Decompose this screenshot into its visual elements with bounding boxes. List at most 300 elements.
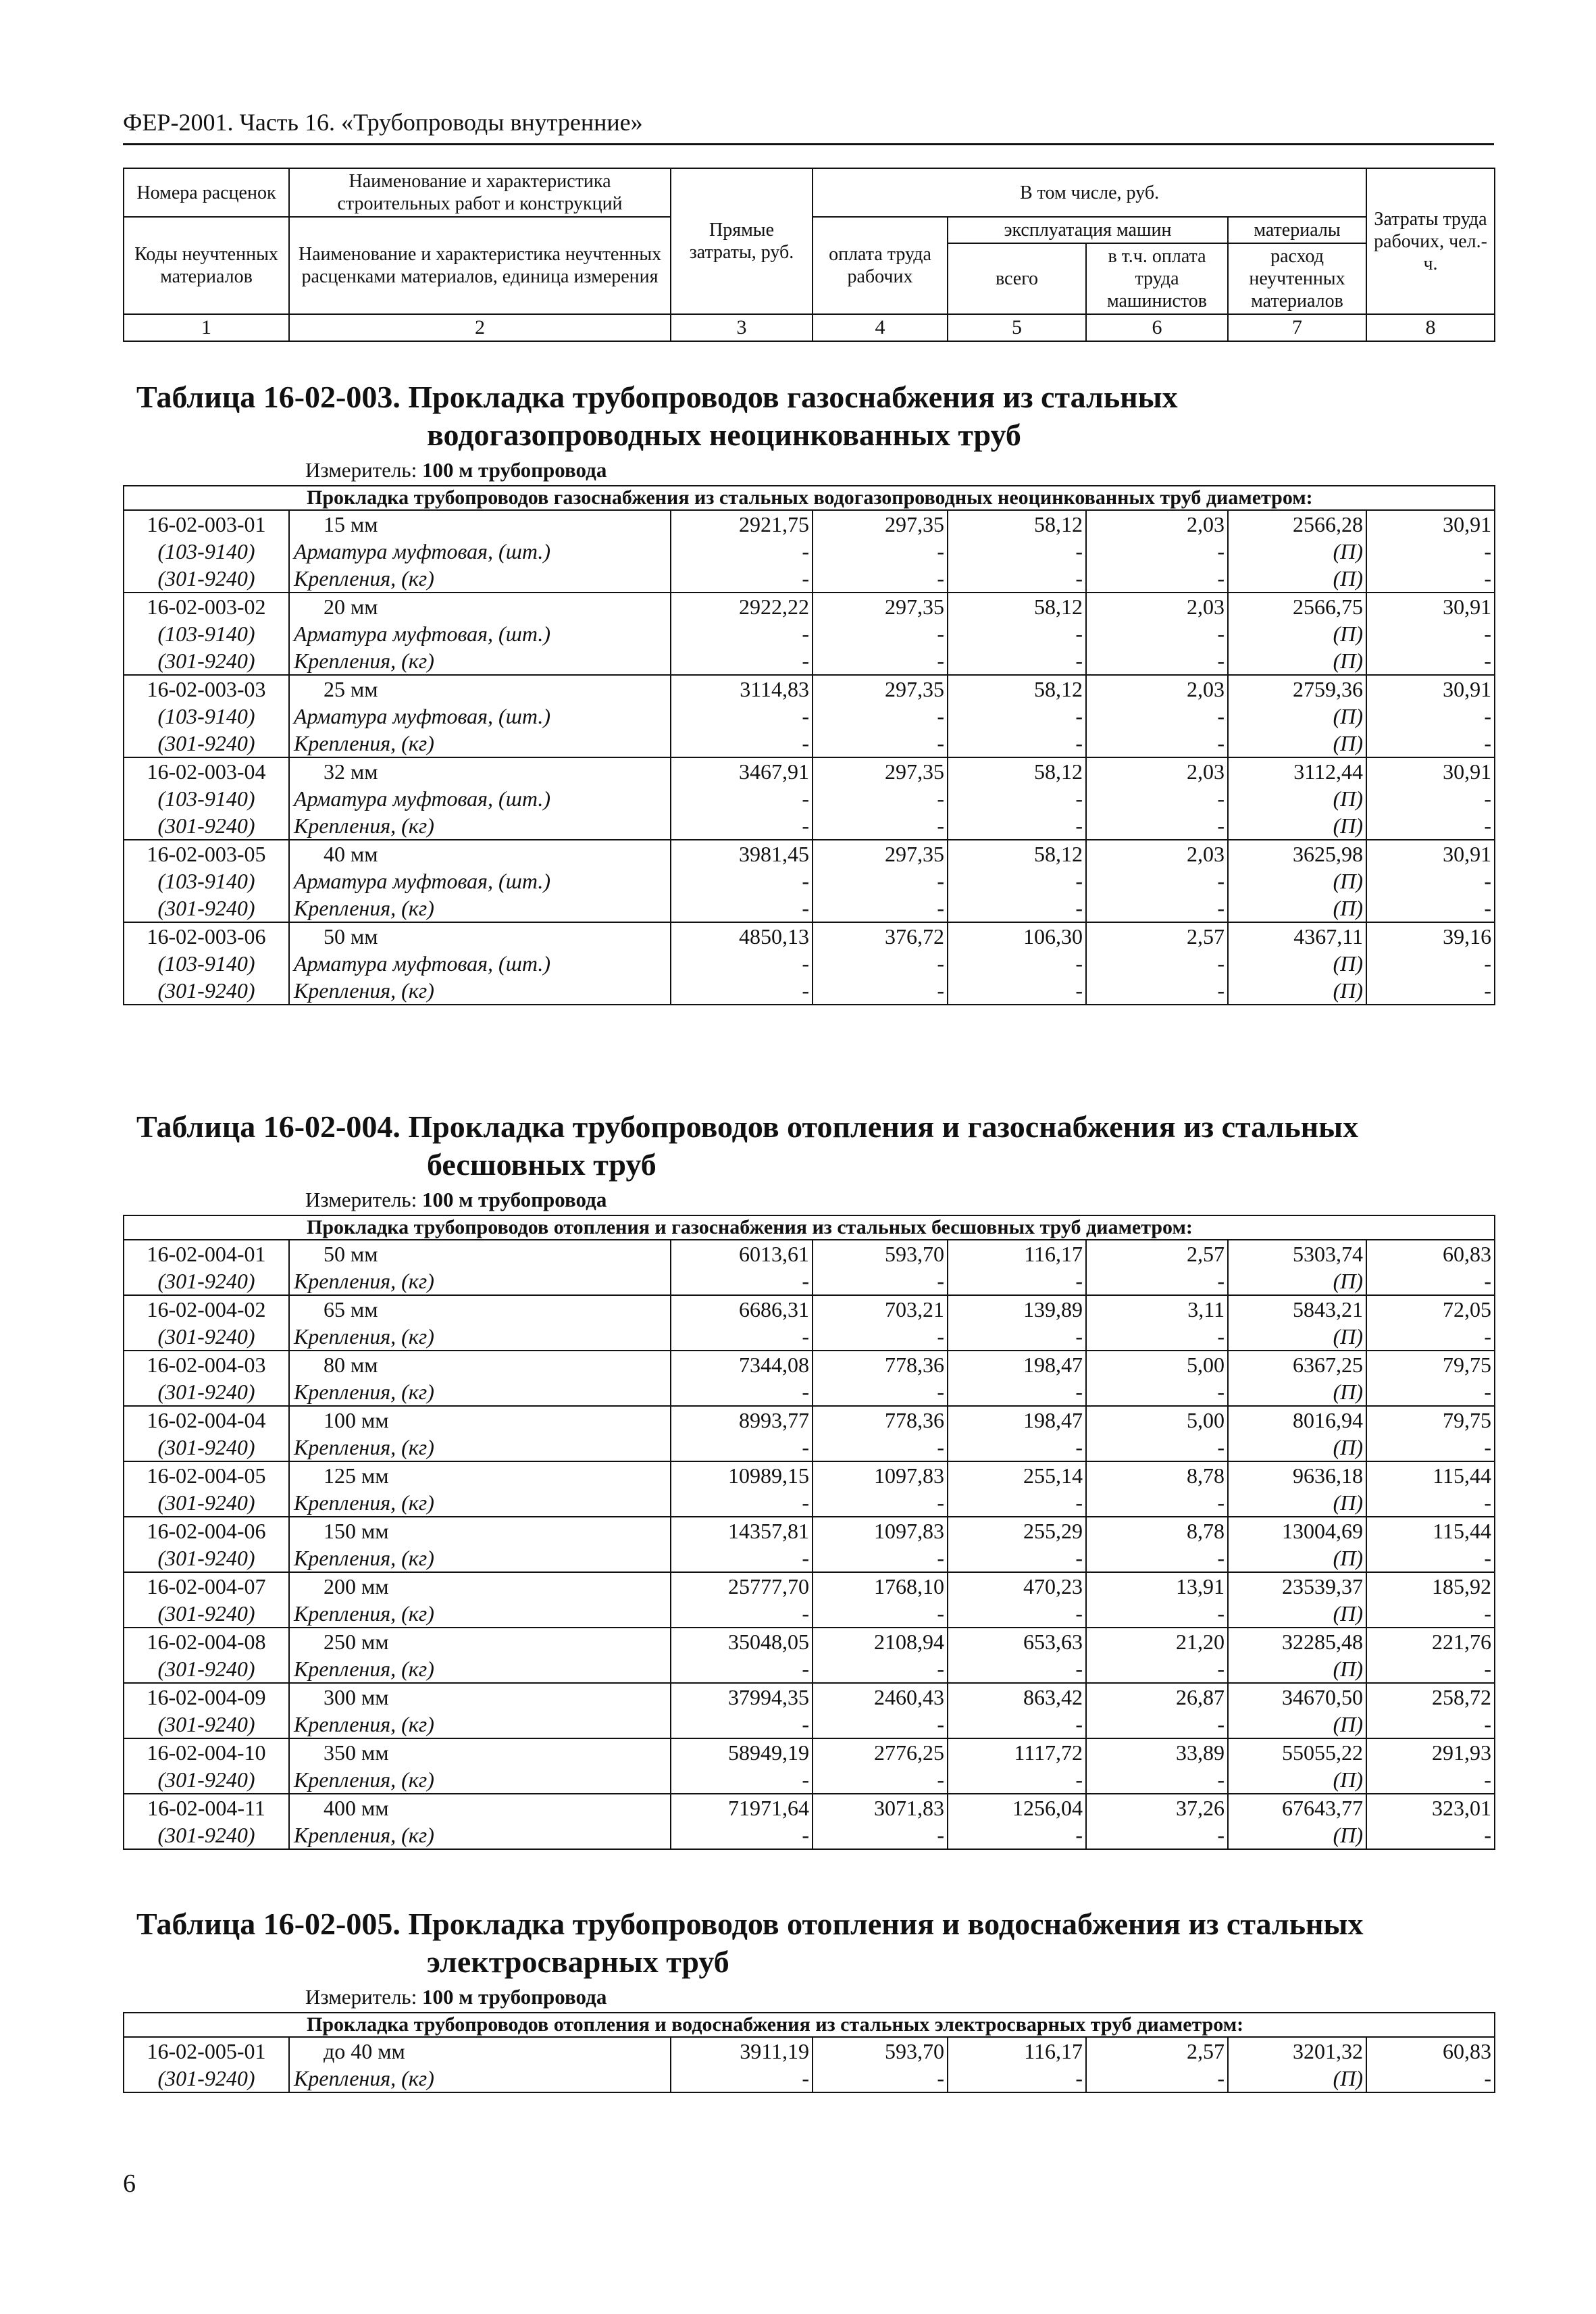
- rate-labor: 115,44: [1366, 1461, 1495, 1489]
- material-name: Крепления, (кг): [289, 1766, 671, 1794]
- dash-cell: -: [671, 2065, 813, 2092]
- rate-row: [124, 510, 1495, 538]
- rate-mach: 116,17: [948, 2037, 1086, 2065]
- dash-cell: -: [813, 1600, 948, 1628]
- material-name: Арматура муфтовая, (шт.): [289, 950, 671, 977]
- dash-cell: -: [813, 1378, 948, 1406]
- subtitle-row: [124, 1215, 1495, 1240]
- rate-labor: 79,75: [1366, 1406, 1495, 1434]
- dash-cell: -: [671, 620, 813, 647]
- dash-cell: -: [948, 1544, 1086, 1572]
- rate-name: 300 мм: [289, 1683, 671, 1711]
- material-code: (103-9140): [124, 785, 289, 812]
- rate-wages: 1097,83: [813, 1517, 948, 1544]
- dash-cell: -: [1366, 1323, 1495, 1351]
- material-code: (301-9240): [124, 1267, 289, 1295]
- material-marker: (П): [1228, 1821, 1366, 1849]
- rate-mach: 653,63: [948, 1628, 1086, 1655]
- rate-labor: 30,91: [1366, 840, 1495, 867]
- material-name: Крепления, (кг): [289, 1711, 671, 1738]
- rate-code: 16-02-003-03: [124, 675, 289, 703]
- dash-cell: -: [813, 812, 948, 840]
- rate-code: 16-02-004-03: [124, 1351, 289, 1378]
- rate-name: 50 мм: [289, 1240, 671, 1267]
- material-marker: (П): [1228, 1378, 1366, 1406]
- material-code: (103-9140): [124, 620, 289, 647]
- dash-cell: -: [948, 1766, 1086, 1794]
- dash-cell: -: [1086, 1434, 1228, 1461]
- rate-direct: 3467,91: [671, 757, 813, 785]
- rate-direct: 25777,70: [671, 1572, 813, 1600]
- rate-mach: 58,12: [948, 593, 1086, 620]
- material-marker: (П): [1228, 1655, 1366, 1683]
- material-row: [124, 1711, 1495, 1738]
- measure-line: [305, 1985, 1494, 2009]
- rate-wages: 297,35: [813, 593, 948, 620]
- dash-cell: -: [813, 1821, 948, 1849]
- dash-cell: -: [1086, 1766, 1228, 1794]
- rate-wages: 703,21: [813, 1295, 948, 1323]
- rate-row: [124, 840, 1495, 867]
- material-row: [124, 1489, 1495, 1517]
- col5-header: всего: [948, 243, 1086, 314]
- rate-direct: 71971,64: [671, 1794, 813, 1821]
- rate-name: 200 мм: [289, 1572, 671, 1600]
- rate-row: [124, 593, 1495, 620]
- dash-cell: -: [671, 812, 813, 840]
- rate-mach_w: 8,78: [1086, 1461, 1228, 1489]
- dash-cell: -: [1086, 1323, 1228, 1351]
- rate-mat: 34670,50: [1228, 1683, 1366, 1711]
- dash-cell: -: [948, 730, 1086, 757]
- dash-cell: -: [948, 1711, 1086, 1738]
- material-marker: (П): [1228, 977, 1366, 1005]
- material-row: [124, 1378, 1495, 1406]
- material-code: (301-9240): [124, 977, 289, 1005]
- material-marker: (П): [1228, 812, 1366, 840]
- table-subtitle: Прокладка трубопроводов отопления и газоснабжения из стальных бесшовных труб диаметром:: [124, 1215, 1495, 1240]
- rate-wages: 1768,10: [813, 1572, 948, 1600]
- rate-labor: 30,91: [1366, 675, 1495, 703]
- rate-name: 50 мм: [289, 922, 671, 950]
- dash-cell: -: [671, 1821, 813, 1849]
- material-name: Крепления, (кг): [289, 647, 671, 675]
- material-name: Крепления, (кг): [289, 1655, 671, 1683]
- dash-cell: -: [813, 565, 948, 593]
- rate-mach: 139,89: [948, 1295, 1086, 1323]
- rate-wages: 297,35: [813, 840, 948, 867]
- rate-mach_w: 8,78: [1086, 1517, 1228, 1544]
- rate-mat: 5303,74: [1228, 1240, 1366, 1267]
- rate-direct: 3981,45: [671, 840, 813, 867]
- rate-code: 16-02-004-01: [124, 1240, 289, 1267]
- dash-cell: -: [1086, 1544, 1228, 1572]
- rate-mat: 67643,77: [1228, 1794, 1366, 1821]
- dash-cell: -: [1086, 1378, 1228, 1406]
- rate-name: 150 мм: [289, 1517, 671, 1544]
- rate-wages: 297,35: [813, 757, 948, 785]
- material-row: [124, 1267, 1495, 1295]
- rate-row: [124, 675, 1495, 703]
- rate-mach_w: 2,57: [1086, 922, 1228, 950]
- rate-mach: 1117,72: [948, 1738, 1086, 1766]
- rate-wages: 1097,83: [813, 1461, 948, 1489]
- dash-cell: -: [1366, 1766, 1495, 1794]
- column-number: 3: [671, 314, 813, 341]
- material-name: Крепления, (кг): [289, 1434, 671, 1461]
- material-code: (301-9240): [124, 1323, 289, 1351]
- rate-direct: 35048,05: [671, 1628, 813, 1655]
- dash-cell: -: [1366, 620, 1495, 647]
- dash-cell: -: [1366, 1544, 1495, 1572]
- dash-cell: -: [671, 1711, 813, 1738]
- rate-mach: 106,30: [948, 922, 1086, 950]
- material-marker: (П): [1228, 1766, 1366, 1794]
- col6-header: в т.ч. оплата труда машинистов: [1086, 243, 1228, 314]
- rate-labor: 30,91: [1366, 757, 1495, 785]
- rate-mach_w: 5,00: [1086, 1351, 1228, 1378]
- rate-direct: 3911,19: [671, 2037, 813, 2065]
- dash-cell: -: [671, 895, 813, 922]
- rate-direct: 3114,83: [671, 675, 813, 703]
- rate-mat: 8016,94: [1228, 1406, 1366, 1434]
- rate-mach_w: 2,03: [1086, 757, 1228, 785]
- rate-code: 16-02-004-07: [124, 1572, 289, 1600]
- rate-labor: 115,44: [1366, 1517, 1495, 1544]
- dash-cell: -: [948, 1378, 1086, 1406]
- rate-name: 100 мм: [289, 1406, 671, 1434]
- rate-code: 16-02-004-06: [124, 1517, 289, 1544]
- dash-cell: -: [1366, 565, 1495, 593]
- rate-mach_w: 2,03: [1086, 675, 1228, 703]
- material-row: [124, 1600, 1495, 1628]
- dash-cell: -: [948, 1267, 1086, 1295]
- material-row: [124, 895, 1495, 922]
- material-code: (103-9140): [124, 867, 289, 895]
- machines-header: эксплуатация машин: [948, 217, 1228, 243]
- rate-mat: 3201,32: [1228, 2037, 1366, 2065]
- material-marker: (П): [1228, 1434, 1366, 1461]
- rate-labor: 291,93: [1366, 1738, 1495, 1766]
- dash-cell: -: [1366, 977, 1495, 1005]
- material-code: (301-9240): [124, 1434, 289, 1461]
- col1-top: Номера расценок: [124, 168, 289, 217]
- rate-mach: 58,12: [948, 840, 1086, 867]
- section-title: [136, 378, 1494, 454]
- rate-row: [124, 757, 1495, 785]
- rate-name: до 40 мм: [289, 2037, 671, 2065]
- material-marker: (П): [1228, 565, 1366, 593]
- rate-code: 16-02-004-08: [124, 1628, 289, 1655]
- dash-cell: -: [1366, 867, 1495, 895]
- dash-cell: -: [1366, 1711, 1495, 1738]
- material-row: [124, 785, 1495, 812]
- dash-cell: -: [1086, 730, 1228, 757]
- material-code: (301-9240): [124, 730, 289, 757]
- material-name: Крепления, (кг): [289, 1600, 671, 1628]
- dash-cell: -: [671, 538, 813, 565]
- rate-wages: 2776,25: [813, 1738, 948, 1766]
- rate-wages: 778,36: [813, 1351, 948, 1378]
- rate-name: 350 мм: [289, 1738, 671, 1766]
- dash-cell: -: [1366, 1655, 1495, 1683]
- column-number: 6: [1086, 314, 1228, 341]
- dash-cell: -: [948, 620, 1086, 647]
- rate-labor: 30,91: [1366, 593, 1495, 620]
- measure-line: [305, 458, 1494, 482]
- material-name: Крепления, (кг): [289, 977, 671, 1005]
- material-marker: (П): [1228, 703, 1366, 730]
- rate-code: 16-02-003-02: [124, 593, 289, 620]
- rate-mach: 198,47: [948, 1351, 1086, 1378]
- material-name: Арматура муфтовая, (шт.): [289, 703, 671, 730]
- column-number: 4: [813, 314, 948, 341]
- dash-cell: -: [671, 703, 813, 730]
- dash-cell: -: [1366, 1434, 1495, 1461]
- rate-labor: 323,01: [1366, 1794, 1495, 1821]
- dash-cell: -: [671, 647, 813, 675]
- rate-mach: 470,23: [948, 1572, 1086, 1600]
- material-name: Крепления, (кг): [289, 1378, 671, 1406]
- rate-row: [124, 1240, 1495, 1267]
- rate-mach_w: 21,20: [1086, 1628, 1228, 1655]
- measure-label: Измеритель:: [305, 1188, 417, 1211]
- dash-cell: -: [948, 1489, 1086, 1517]
- rate-mat: 13004,69: [1228, 1517, 1366, 1544]
- dash-cell: -: [1366, 785, 1495, 812]
- measure-value: 100 м трубопровода: [421, 1188, 607, 1211]
- rate-labor: 60,83: [1366, 1240, 1495, 1267]
- material-name: Арматура муфтовая, (шт.): [289, 538, 671, 565]
- rate-row: [124, 1295, 1495, 1323]
- rate-row: [124, 2037, 1495, 2065]
- rate-mach: 863,42: [948, 1683, 1086, 1711]
- material-marker: (П): [1228, 1600, 1366, 1628]
- column-number: 1: [124, 314, 289, 341]
- material-row: [124, 703, 1495, 730]
- dash-cell: -: [1086, 565, 1228, 593]
- dash-cell: -: [813, 1489, 948, 1517]
- rate-mach: 58,12: [948, 675, 1086, 703]
- rate-direct: 6013,61: [671, 1240, 813, 1267]
- dash-cell: -: [813, 730, 948, 757]
- dash-cell: -: [1366, 1489, 1495, 1517]
- dash-cell: -: [671, 1489, 813, 1517]
- dash-cell: -: [1366, 895, 1495, 922]
- rate-mach: 58,12: [948, 757, 1086, 785]
- material-marker: (П): [1228, 1544, 1366, 1572]
- material-name: Крепления, (кг): [289, 1323, 671, 1351]
- rate-labor: 258,72: [1366, 1683, 1495, 1711]
- rate-labor: 185,92: [1366, 1572, 1495, 1600]
- rate-labor: 30,91: [1366, 510, 1495, 538]
- material-row: [124, 950, 1495, 977]
- dash-cell: -: [813, 1766, 948, 1794]
- material-marker: (П): [1228, 950, 1366, 977]
- table-section: [123, 1108, 1494, 1850]
- rate-mach_w: 2,57: [1086, 1240, 1228, 1267]
- rate-mach: 1256,04: [948, 1794, 1086, 1821]
- material-row: [124, 647, 1495, 675]
- table-section: [123, 378, 1494, 1005]
- dash-cell: -: [671, 1434, 813, 1461]
- price-table: [123, 2012, 1495, 2093]
- material-row: [124, 977, 1495, 1005]
- dash-cell: -: [671, 1600, 813, 1628]
- subtitle-row: [124, 486, 1495, 510]
- dash-cell: -: [671, 950, 813, 977]
- rate-direct: 7344,08: [671, 1351, 813, 1378]
- material-code: (301-9240): [124, 1766, 289, 1794]
- rate-mach_w: 3,11: [1086, 1295, 1228, 1323]
- dash-cell: -: [1086, 2065, 1228, 2092]
- rate-wages: 593,70: [813, 1240, 948, 1267]
- rate-labor: 221,76: [1366, 1628, 1495, 1655]
- rate-mat: 2759,36: [1228, 675, 1366, 703]
- section-title: [136, 1905, 1494, 1981]
- measure-value: 100 м трубопровода: [421, 1985, 607, 2009]
- dash-cell: -: [948, 1655, 1086, 1683]
- dash-cell: -: [1366, 730, 1495, 757]
- dash-cell: -: [1086, 620, 1228, 647]
- rate-mach: 255,29: [948, 1517, 1086, 1544]
- rate-direct: 6686,31: [671, 1295, 813, 1323]
- rate-labor: 79,75: [1366, 1351, 1495, 1378]
- rate-row: [124, 1683, 1495, 1711]
- dash-cell: -: [671, 730, 813, 757]
- materials-header: материалы: [1228, 217, 1366, 243]
- rate-mach_w: 5,00: [1086, 1406, 1228, 1434]
- rate-code: 16-02-004-10: [124, 1738, 289, 1766]
- material-name: Крепления, (кг): [289, 565, 671, 593]
- rate-wages: 778,36: [813, 1406, 948, 1434]
- material-code: (103-9140): [124, 950, 289, 977]
- rate-direct: 2922,22: [671, 593, 813, 620]
- dash-cell: -: [948, 867, 1086, 895]
- rate-mat: 6367,25: [1228, 1351, 1366, 1378]
- rate-wages: 3071,83: [813, 1794, 948, 1821]
- rate-mat: 3625,98: [1228, 840, 1366, 867]
- dash-cell: -: [813, 977, 948, 1005]
- dash-cell: -: [1086, 538, 1228, 565]
- dash-cell: -: [948, 1434, 1086, 1461]
- dash-cell: -: [671, 1655, 813, 1683]
- rate-mat: 32285,48: [1228, 1628, 1366, 1655]
- dash-cell: -: [1366, 703, 1495, 730]
- material-marker: (П): [1228, 620, 1366, 647]
- section-title-line1: Таблица 16-02-004. Прокладка трубопроводов отопления и газоснабжения из стальных: [136, 1109, 1359, 1144]
- dash-cell: -: [948, 895, 1086, 922]
- dash-cell: -: [1366, 812, 1495, 840]
- rate-direct: 37994,35: [671, 1683, 813, 1711]
- rate-row: [124, 1794, 1495, 1821]
- material-marker: (П): [1228, 1323, 1366, 1351]
- material-code: (103-9140): [124, 538, 289, 565]
- dash-cell: -: [1086, 1267, 1228, 1295]
- col1-bottom: Коды неучтенных материалов: [124, 217, 289, 314]
- material-row: [124, 1544, 1495, 1572]
- material-row: [124, 565, 1495, 593]
- rate-name: 20 мм: [289, 593, 671, 620]
- material-row: [124, 1766, 1495, 1794]
- rate-mach_w: 33,89: [1086, 1738, 1228, 1766]
- measure-label: Измеритель:: [305, 1985, 417, 2009]
- dash-cell: -: [813, 1711, 948, 1738]
- measure-label: Измеритель:: [305, 458, 417, 482]
- dash-cell: -: [948, 1600, 1086, 1628]
- rate-wages: 297,35: [813, 510, 948, 538]
- rate-row: [124, 1517, 1495, 1544]
- price-table: [123, 485, 1495, 1005]
- dash-cell: -: [948, 565, 1086, 593]
- rate-mat: 5843,21: [1228, 1295, 1366, 1323]
- rate-row: [124, 1572, 1495, 1600]
- dash-cell: -: [948, 812, 1086, 840]
- rate-code: 16-02-004-09: [124, 1683, 289, 1711]
- rate-mach: 255,14: [948, 1461, 1086, 1489]
- rate-code: 16-02-003-05: [124, 840, 289, 867]
- dash-cell: -: [1086, 1711, 1228, 1738]
- dash-cell: -: [813, 1323, 948, 1351]
- material-marker: (П): [1228, 2065, 1366, 2092]
- dash-cell: -: [813, 620, 948, 647]
- dash-cell: -: [671, 1323, 813, 1351]
- dash-cell: -: [813, 538, 948, 565]
- material-code: (301-9240): [124, 895, 289, 922]
- material-marker: (П): [1228, 1267, 1366, 1295]
- dash-cell: -: [813, 867, 948, 895]
- dash-cell: -: [948, 647, 1086, 675]
- dash-cell: -: [813, 1655, 948, 1683]
- material-row: [124, 812, 1495, 840]
- material-marker: (П): [1228, 647, 1366, 675]
- rate-mat: 9636,18: [1228, 1461, 1366, 1489]
- material-marker: (П): [1228, 1489, 1366, 1517]
- dash-cell: -: [813, 703, 948, 730]
- material-row: [124, 730, 1495, 757]
- page-number: 6: [123, 2169, 136, 2198]
- dash-cell: -: [1086, 895, 1228, 922]
- dash-cell: -: [813, 1434, 948, 1461]
- material-row: [124, 538, 1495, 565]
- dash-cell: -: [1086, 812, 1228, 840]
- dash-cell: -: [948, 977, 1086, 1005]
- rate-row: [124, 1406, 1495, 1434]
- section-title-line2: электросварных труб: [427, 1944, 729, 1979]
- dash-cell: -: [948, 785, 1086, 812]
- rate-name: 32 мм: [289, 757, 671, 785]
- rate-wages: 2460,43: [813, 1683, 948, 1711]
- rate-name: 250 мм: [289, 1628, 671, 1655]
- rate-mach_w: 37,26: [1086, 1794, 1228, 1821]
- rate-labor: 39,16: [1366, 922, 1495, 950]
- rate-name: 400 мм: [289, 1794, 671, 1821]
- material-code: (301-9240): [124, 1655, 289, 1683]
- table-subtitle: Прокладка трубопроводов газоснабжения из стальных водогазопроводных неоцинкованных труб диаметром:: [124, 486, 1495, 510]
- material-name: Крепления, (кг): [289, 1821, 671, 1849]
- rate-name: 15 мм: [289, 510, 671, 538]
- col7-header: расход неучтенных материалов: [1228, 243, 1366, 314]
- material-row: [124, 1655, 1495, 1683]
- material-name: Крепления, (кг): [289, 1544, 671, 1572]
- material-code: (103-9140): [124, 703, 289, 730]
- dash-cell: -: [1086, 1489, 1228, 1517]
- rate-name: 65 мм: [289, 1295, 671, 1323]
- rate-mach_w: 13,91: [1086, 1572, 1228, 1600]
- section-title-line2: бесшовных труб: [427, 1147, 657, 1182]
- material-name: Крепления, (кг): [289, 1267, 671, 1295]
- rate-code: 16-02-005-01: [124, 2037, 289, 2065]
